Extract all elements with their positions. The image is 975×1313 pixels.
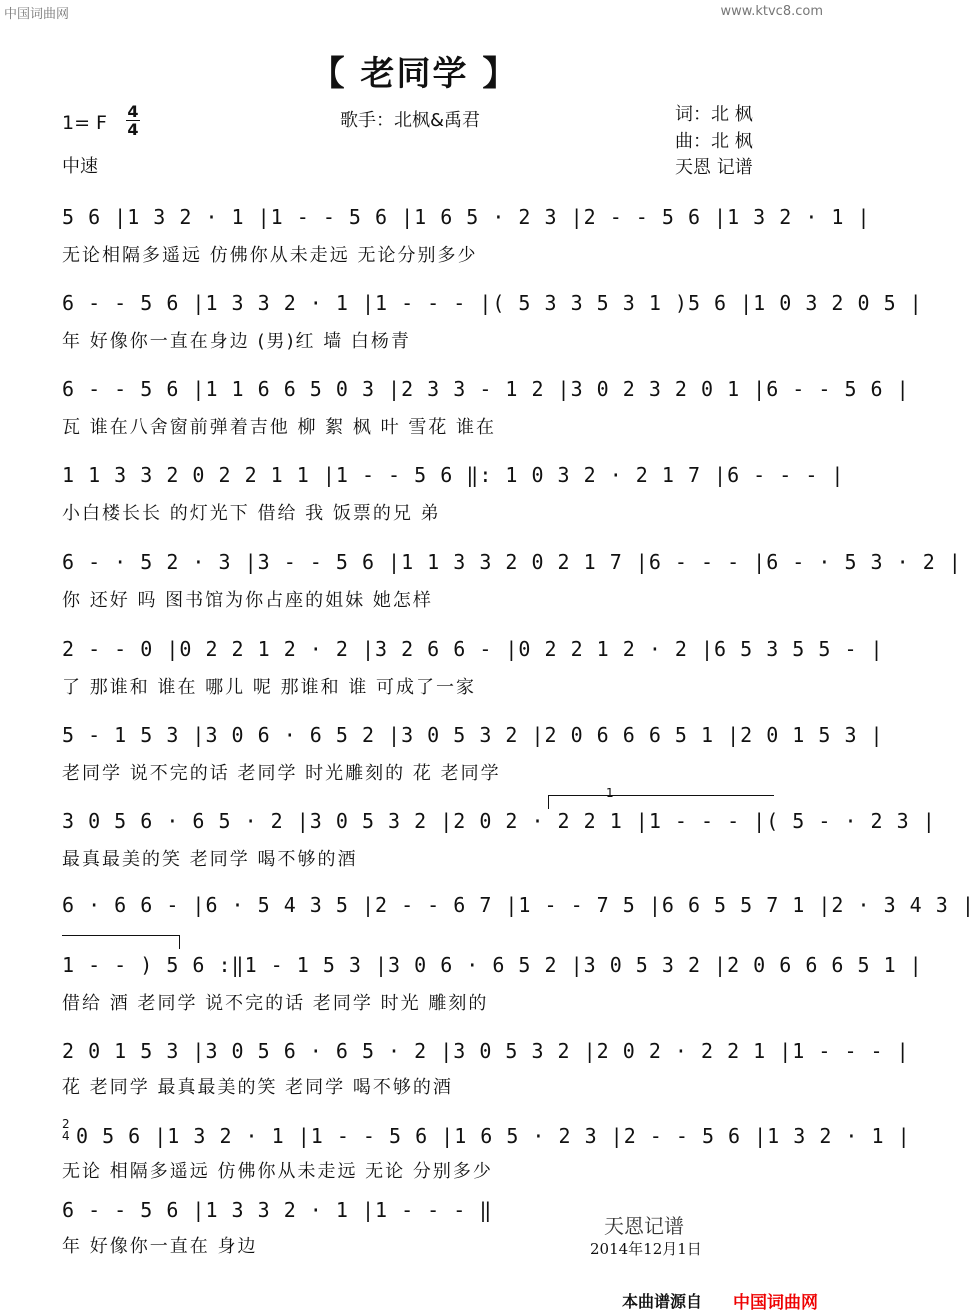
time-signature-top: 4 — [127, 102, 139, 121]
notation-row-3: 6 - - 5 6 |1 1 6 6 5 0 3 |2 3 3 - 1 2 |3 0 2 3 2 0 1 |6 - - 5 6 | — [62, 377, 910, 401]
notation-row-1: 5 6 |1 3 2 · 1 |1 - - 5 6 |1 6 5 · 2 3 |2 - - 5 6 |1 3 2 · 1 | — [62, 205, 871, 229]
notation-row-10: 1 - - ) 5 6 :‖1 - 1 5 3 |3 0 6 · 6 5 2 |3 0 5 3 2 |2 0 6 6 6 5 1 | — [62, 953, 923, 977]
source-label: 本曲谱源自 — [622, 1292, 703, 1311]
final-time-signature — [62, 1118, 70, 1142]
tempo-marking: 中速 — [62, 156, 98, 177]
notation-row-13: 6 - - 5 6 |1 3 3 2 · 1 |1 - - - ‖ — [62, 1198, 493, 1222]
lyrics-row-11: 花 老同学 最真最美的笑 老同学 喝不够的酒 — [62, 1077, 453, 1098]
composer-credit: 曲：北 枫 — [675, 131, 753, 152]
lyrics-row-4: 小白楼长长 的灯光下 借给 我 饭票的兄 弟 — [62, 503, 441, 524]
singer-credit: 歌手：北枫&禹君 — [340, 110, 481, 131]
lyrics-row-3: 瓦 谁在八舍窗前弹着吉他 柳 絮 枫 叶 雪花 谁在 — [62, 417, 497, 438]
notation-row-6: 2 - - 0 |0 2 2 1 2 · 2 |3 2 6 6 - |0 2 2 1 2 · 2 |6 5 3 5 5 - | — [62, 637, 884, 661]
volta-number: 1 — [606, 786, 614, 800]
lyrics-row-1: 无论相隔多遥远 仿佛你从未走远 无论分别多少 — [62, 245, 478, 266]
watermark-left: 中国词曲网 — [4, 7, 70, 22]
song-title: 【 老同学 】 — [310, 54, 519, 94]
volta-bracket-2-edge — [179, 935, 180, 949]
final-time-top: 2 — [62, 1117, 70, 1131]
notation-row-11: 2 0 1 5 3 |3 0 5 6 · 6 5 · 2 |3 0 5 3 2 |2 0 2 · 2 2 1 |1 - - - | — [62, 1039, 910, 1063]
lyrics-row-7: 老同学 说不完的话 老同学 时光雕刻的 花 老同学 — [62, 763, 501, 784]
volta-bracket — [548, 795, 774, 796]
transcriber-signature: 天恩记谱 — [604, 1214, 684, 1238]
final-time-bottom: 4 — [62, 1129, 70, 1143]
lyrics-row-6: 了 那谁和 谁在 哪儿 呢 那谁和 谁 可成了一家 — [62, 677, 477, 698]
notation-row-5: 6 - · 5 2 · 3 |3 - - 5 6 |1 1 3 3 2 0 2 1 7 |6 - - - |6 - · 5 3 · 2 | — [62, 550, 962, 574]
transcription-date: 2014年12月1日 — [590, 1240, 702, 1258]
notation-row-9: 6 · 6 6 - |6 · 5 4 3 5 |2 - - 6 7 |1 - - 7 5 |6 6 5 5 7 1 |2 · 3 4 3 | — [62, 893, 975, 917]
lyrics-row-12: 无论 相隔多遥远 仿佛你从未走远 无论 分别多少 — [62, 1161, 493, 1182]
notation-credit: 天恩 记谱 — [675, 157, 753, 178]
lyricist-credit: 词：北 枫 — [675, 104, 753, 125]
notation-row-2: 6 - - 5 6 |1 3 3 2 · 1 |1 - - - |( 5 3 3 5 3 1 )5 6 |1 0 3 2 0 5 | — [62, 291, 923, 315]
source-brand: 中国词曲网 — [733, 1293, 818, 1313]
lyrics-row-5: 你 还好 吗 图书馆为你占座的姐妹 她怎样 — [62, 590, 433, 611]
time-signature — [126, 104, 140, 137]
notation-row-4: 1 1 3 3 2 0 2 2 1 1 |1 - - 5 6 ‖: 1 0 3 2 · 2 1 7 |6 - - - | — [62, 463, 845, 487]
lyrics-row-10: 借给 酒 老同学 说不完的话 老同学 时光 雕刻的 — [62, 993, 489, 1014]
lyrics-row-8: 最真最美的笑 老同学 喝不够的酒 — [62, 849, 358, 870]
notation-row-8: 3 0 5 6 · 6 5 · 2 |3 0 5 3 2 |2 0 2 · 2 2 1 |1 - - - |( 5 - · 2 3 | — [62, 809, 936, 833]
notation-row-7: 5 - 1 5 3 |3 0 6 · 6 5 2 |3 0 5 3 2 |2 0 6 6 6 5 1 |2 0 1 5 3 | — [62, 723, 884, 747]
lyrics-row-2: 年 好像你一直在身边 (男)红 墙 白杨青 — [62, 331, 411, 352]
notation-row-12: 0 5 6 |1 3 2 · 1 |1 - - 5 6 |1 6 5 · 2 3 |2 - - 5 6 |1 3 2 · 1 | — [76, 1124, 911, 1148]
key-signature: 1= F — [62, 112, 107, 134]
volta-bracket-edge — [548, 795, 549, 809]
volta-bracket-2 — [62, 935, 180, 936]
lyrics-row-13: 年 好像你一直在 身边 — [62, 1236, 258, 1257]
watermark-right: www.ktvc8.com — [720, 4, 823, 19]
time-signature-bottom: 4 — [127, 120, 139, 139]
